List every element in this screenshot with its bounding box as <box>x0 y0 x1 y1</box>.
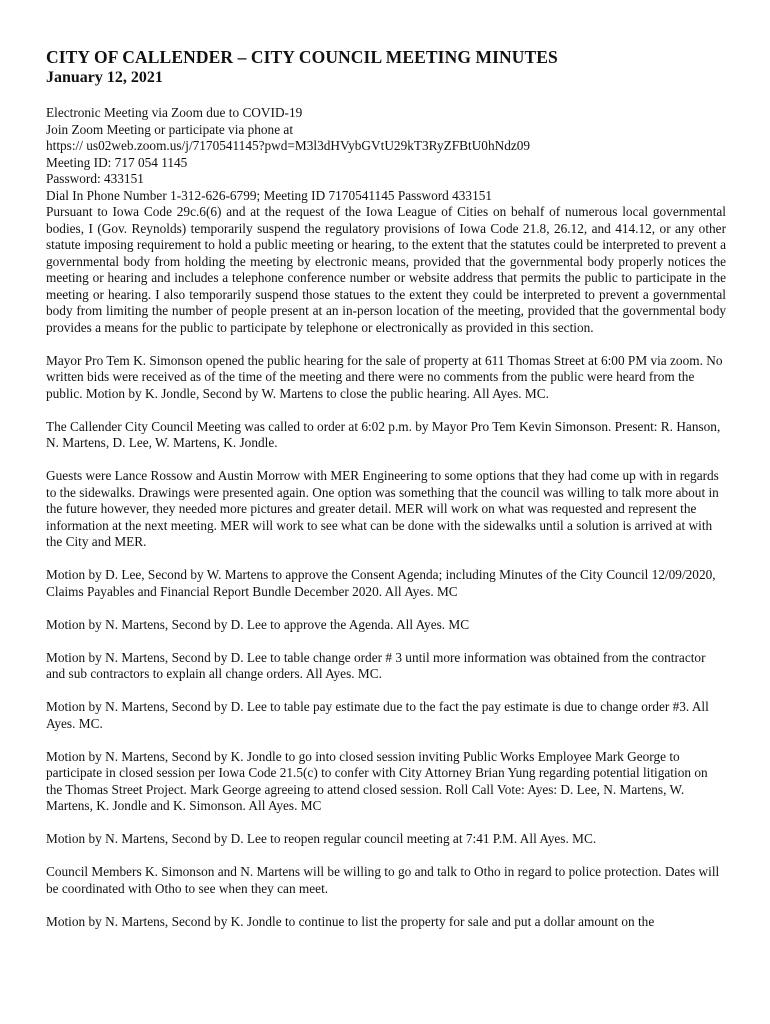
minutes-body <box>46 105 726 930</box>
governor-proclamation-paragraph: Pursuant to Iowa Code 29c.6(6) and at the request of the Iowa League of Cities on behalf of numerous local governmental bodies, I (Gov. Reynolds) temporarily suspend the regulatory provisions of Iowa Code 21.8, 26.12, and 414.12, or any other statute imposing requirement to hold a public meeting or hearing, to the extent that the statutes could be interpreted to prevent a governmental body from holding the meeting by electronic means, provided that the governmental body properly notices the meeting or hearing and includes a telephone conference number or website address that permits the public to participate in the meeting or hearing. I also temporarily suspend those statues to the extent they could be interpreted to prevent a governmental body from limiting the number of people present at an in-person location of the meeting, provided that the governmental body provides a means for the public to participate by telephone or electronically as provided in this section. <box>46 204 726 335</box>
reopen-meeting-motion: Motion by N. Martens, Second by D. Lee to reopen regular council meeting at 7:41 P.M. All Ayes. MC. <box>46 831 597 846</box>
consent-agenda-motion: Motion by D. Lee, Second by W. Martens to approve the Consent Agenda; including Minutes of the City Council 12/09/2020, Claims Payables and Financial Report Bundle December 2020. All Ayes. MC <box>46 567 716 599</box>
police-protection-paragraph: Council Members K. Simonson and N. Martens will be willing to go and talk to Otho in regard to police protection. Dates will be coordinated with Otho to see when they can meet. <box>46 864 720 896</box>
meeting-date: January 12, 2021 <box>46 69 163 86</box>
change-order-motion: Motion by N. Martens, Second by D. Lee to table change order # 3 until more information was obtained from the contractor and sub contractors to explain all change orders. All Ayes. MC. <box>46 649 706 681</box>
public-hearing-paragraph: Mayor Pro Tem K. Simonson opened the public hearing for the sale of property at 611 Thomas Street at 6:00 PM via zoom. No written bids were received as of the time of the meeting and there were no comments from the public were heard from the public. Motion by K. Jondle, Second by W. Martens to close the public hearing. All Ayes. MC. <box>46 352 723 401</box>
meeting-password: Password: 433151 <box>46 171 144 186</box>
property-sale-motion: Motion by N. Martens, Second by K. Jondle to continue to list the property for sale and put a dollar amount on the <box>46 913 655 929</box>
dial-in-info: Dial In Phone Number 1-312-626-6799; Meeting ID 7170541145 Password 433151 <box>46 187 493 203</box>
meeting-id: Meeting ID: 717 054 1145 <box>46 154 188 170</box>
meeting-info-line: Electronic Meeting via Zoom due to COVID-19 <box>46 105 303 120</box>
document-title: CITY OF CALLENDER – CITY COUNCIL MEETING MINUTES <box>46 47 558 67</box>
call-to-order-paragraph: The Callender City Council Meeting was called to order at 6:02 p.m. by Mayor Pro Tem Kevin Simonson. Present: R. Hanson, N. Martens, D. Lee, W. Martens, K. Jondle. <box>46 418 721 450</box>
meeting-info <box>46 105 726 204</box>
closed-session-motion: Motion by N. Martens, Second by K. Jondle to go into closed session inviting Public Works Employee Mark George to participate in closed session per Iowa Code 21.5(c) to confer with City Attorney Brian Yung regarding potential litigation on the Thomas Street Project. Mark George agreeing to attend closed session. Roll Call Vote: Ayes: D. Lee, N. Martens, W. Martens, K. Jondle and K. Simonson. All Ayes. MC <box>46 748 708 813</box>
zoom-link[interactable]: https:// us02web.zoom.us/j/7170541145?pwd=M3l3dHVybGVtU29kT3RyZFBtU0hNdz09 <box>46 138 531 153</box>
approve-agenda-motion: Motion by N. Martens, Second by D. Lee to approve the Agenda. All Ayes. MC <box>46 616 470 632</box>
guests-paragraph: Guests were Lance Rossow and Austin Morrow with MER Engineering to some options that they had come up with in regards to the sidewalks. Drawings were presented again. One option was something that the council was willing to talk more about in the future however, they needed more pictures and greater detail. MER will work on what was requested and represent the information at the next meeting. MER will work to see what can be done with the sidewalks until a solution is arrived at with the City and MER. <box>46 468 719 549</box>
meeting-info-line: Join Zoom Meeting or participate via phone at <box>46 121 294 137</box>
pay-estimate-motion: Motion by N. Martens, Second by D. Lee to table pay estimate due to the fact the pay estimate is due to change order #3. All Ayes. MC. <box>46 699 709 731</box>
